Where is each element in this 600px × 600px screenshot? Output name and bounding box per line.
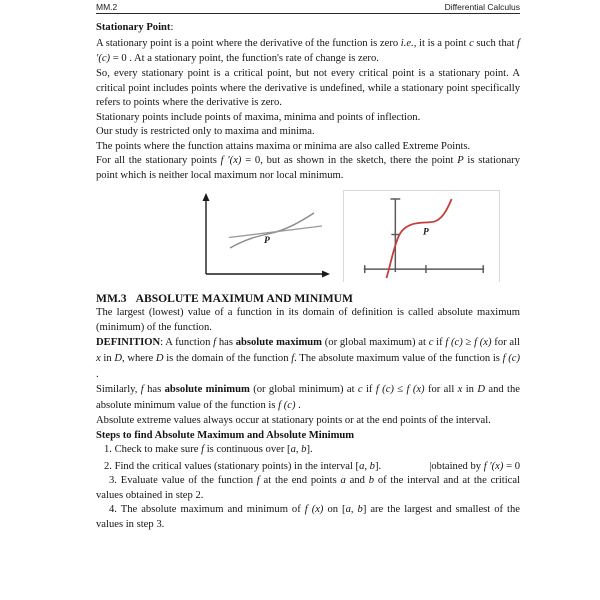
tangent-line [229, 226, 322, 238]
step-2-note: |obtained by f ′(x) = 0 [429, 460, 520, 472]
figure-tangent-at-inflection [188, 190, 333, 282]
section-number: MM.3 [96, 292, 127, 306]
header-rule [96, 13, 520, 14]
section-heading-mm3 [96, 291, 520, 306]
extreme-values-occur-paragraph: Absolute extreme values always occur at stationary points or at the end points of the interval. [96, 415, 491, 427]
section-title: ABSOLUTE MAXIMUM AND MINIMUM [135, 292, 353, 306]
function-curve [230, 213, 314, 248]
header-left-label: MM.2 [96, 2, 118, 12]
study-restricted-paragraph: Our study is restricted only to maxima and minima. [96, 126, 315, 138]
header-right-label: Differential Calculus [444, 2, 520, 12]
stationary-definition-paragraph: A stationary point is a point where the derivative of the function is zero i.e., it is a point c such that f ′(c) = 0 . At a stationary point, the function's rate of change is zero. [96, 37, 520, 65]
absolute-max-intro-paragraph: The largest (lowest) value of a function in its domain of definition is called absolute maximum (minimum) of the function. [96, 307, 520, 333]
point-p-label: P [264, 236, 270, 247]
stationary-include-paragraph: Stationary points include points of maxima, minima and points of inflection. [96, 111, 421, 123]
definition-absolute-minimum: Similarly, f has absolute minimum (or global minimum) at c if f (c) ≤ f (x) for all x in D and the absolute minimum value of the function is f (c) . [96, 384, 521, 412]
step-4: 4. The absolute maximum and minimum of f (x) on [a, b] are the largest and smallest of the values in step 3. [96, 504, 520, 530]
step-2-text: 2. Find the critical values (stationary points) in the interval [a, b]. [104, 460, 382, 472]
figures-row [188, 190, 520, 282]
red-function-curve [386, 199, 451, 278]
x-axis-arrowhead [322, 271, 330, 278]
critical-point-paragraph: So, every stationary point is a critical point, but not every critical point is a stationary point. A critical point includes points where the derivative is undefined, while a stationary point specifically refers to points where the derivative is zero. [96, 68, 520, 109]
stationary-point-heading: Stationary Point: [96, 22, 174, 33]
step-3: 3. Evaluate value of the function f at the end points a and b of the interval and at the critical values obtained in step 2. [96, 475, 521, 501]
definition-absolute-maximum: DEFINITION: A function f has absolute maximum (or global maximum) at c if f (c) ≥ f (x) for all x in D, where D is the domain of the function f. The absolute maximum value of the function is f (c) . [96, 337, 520, 380]
extreme-points-paragraph: The points where the function attains maxima or minima are also called Extreme Points. [96, 140, 471, 152]
page-header [96, 2, 520, 12]
steps-heading: Steps to find Absolute Maximum and Absolute Minimum [96, 429, 355, 441]
step-1: 1. Check to make sure f is continuous over [a, b]. [104, 444, 313, 456]
sketch-paragraph: For all the stationary points f ′(x) = 0, but as shown in the sketch, there the point P is stationary point which is neither local maximum nor local minimum. [96, 155, 521, 181]
step-2 [96, 460, 520, 475]
y-axis-arrowhead [203, 193, 210, 201]
point-p-label: P [422, 227, 429, 238]
figure-red-curve-inflection [343, 190, 500, 282]
page-content [96, 21, 520, 532]
